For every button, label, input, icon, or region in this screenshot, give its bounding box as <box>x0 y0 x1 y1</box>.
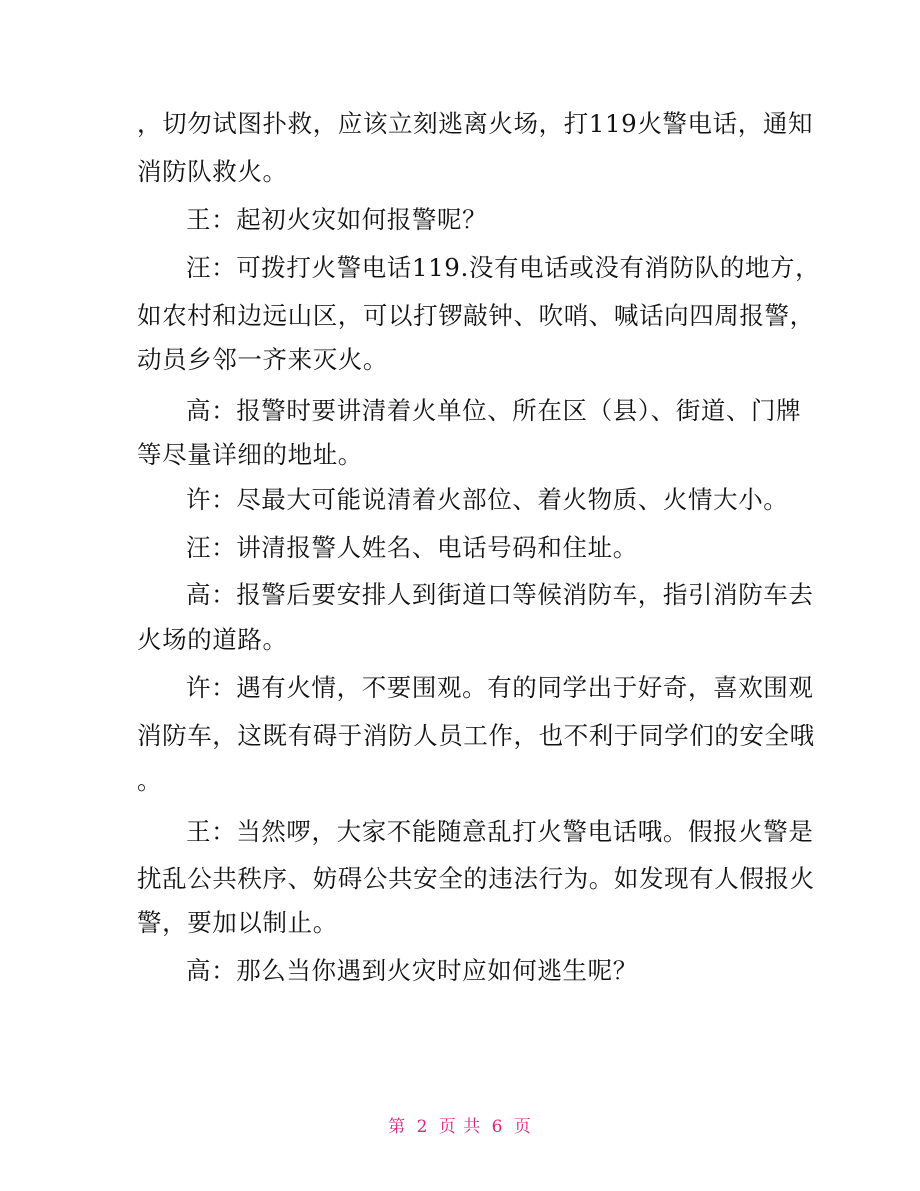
text-line-17: 扰乱公共秩序、妨碍公共安全的违法行为。如发现有人假报火 <box>137 864 815 893</box>
text-line-12: 火场的道路。 <box>137 625 288 654</box>
footer-prefix: 第 <box>388 1117 407 1137</box>
text-line-14: 消防车，这既有碍于消防人员工作，也不利于同学们的安全哦 <box>137 721 815 750</box>
text-line-3: 王：起初火灾如何报警呢？ <box>186 205 488 234</box>
text-line-19: 高：那么当你遇到火灾时应如何逃生呢？ <box>186 956 638 985</box>
footer-middle: 页 共 <box>438 1117 482 1137</box>
text-line-7: 高：报警时要讲清着火单位、所在区（县）、街道、门牌 <box>186 396 802 425</box>
text-line-1: ，切勿试图扑救，应该立刻逃离火场，打119火警电话，通知 <box>137 109 814 138</box>
text-line-6: 动员乡邻一齐来灭火。 <box>137 345 388 374</box>
text-line-18: 警，要加以制止。 <box>137 908 338 937</box>
page-footer <box>0 1112 920 1137</box>
footer-total-pages: 6 <box>491 1117 504 1137</box>
text-line-16: 王：当然啰，大家不能随意乱打火警电话哦。假报火警是 <box>186 817 814 846</box>
text-line-15: 。 <box>137 766 163 795</box>
text-line-5: 如农村和边远山区，可以打锣敲钟、吹哨、喊话向四周报警， <box>137 301 815 330</box>
text-line-4: 汪：可拨打火警电话119.没有电话或没有消防队的地方， <box>186 253 821 282</box>
text-line-11: 高：报警后要安排人到街道口等候消防车，指引消防车去 <box>186 580 814 609</box>
text-line-2: 消防队救火。 <box>137 157 288 186</box>
text-line-10: 汪：讲清报警人姓名、电话号码和住址。 <box>186 533 638 562</box>
footer-suffix: 页 <box>513 1117 532 1137</box>
footer-current-page: 2 <box>416 1117 429 1137</box>
text-line-8: 等尽量详细的地址。 <box>137 440 363 469</box>
text-line-9: 许：尽最大可能说清着火部位、着火物质、火情大小。 <box>186 485 789 514</box>
text-line-13: 许：遇有火情，不要围观。有的同学出于好奇，喜欢围观 <box>186 673 814 702</box>
